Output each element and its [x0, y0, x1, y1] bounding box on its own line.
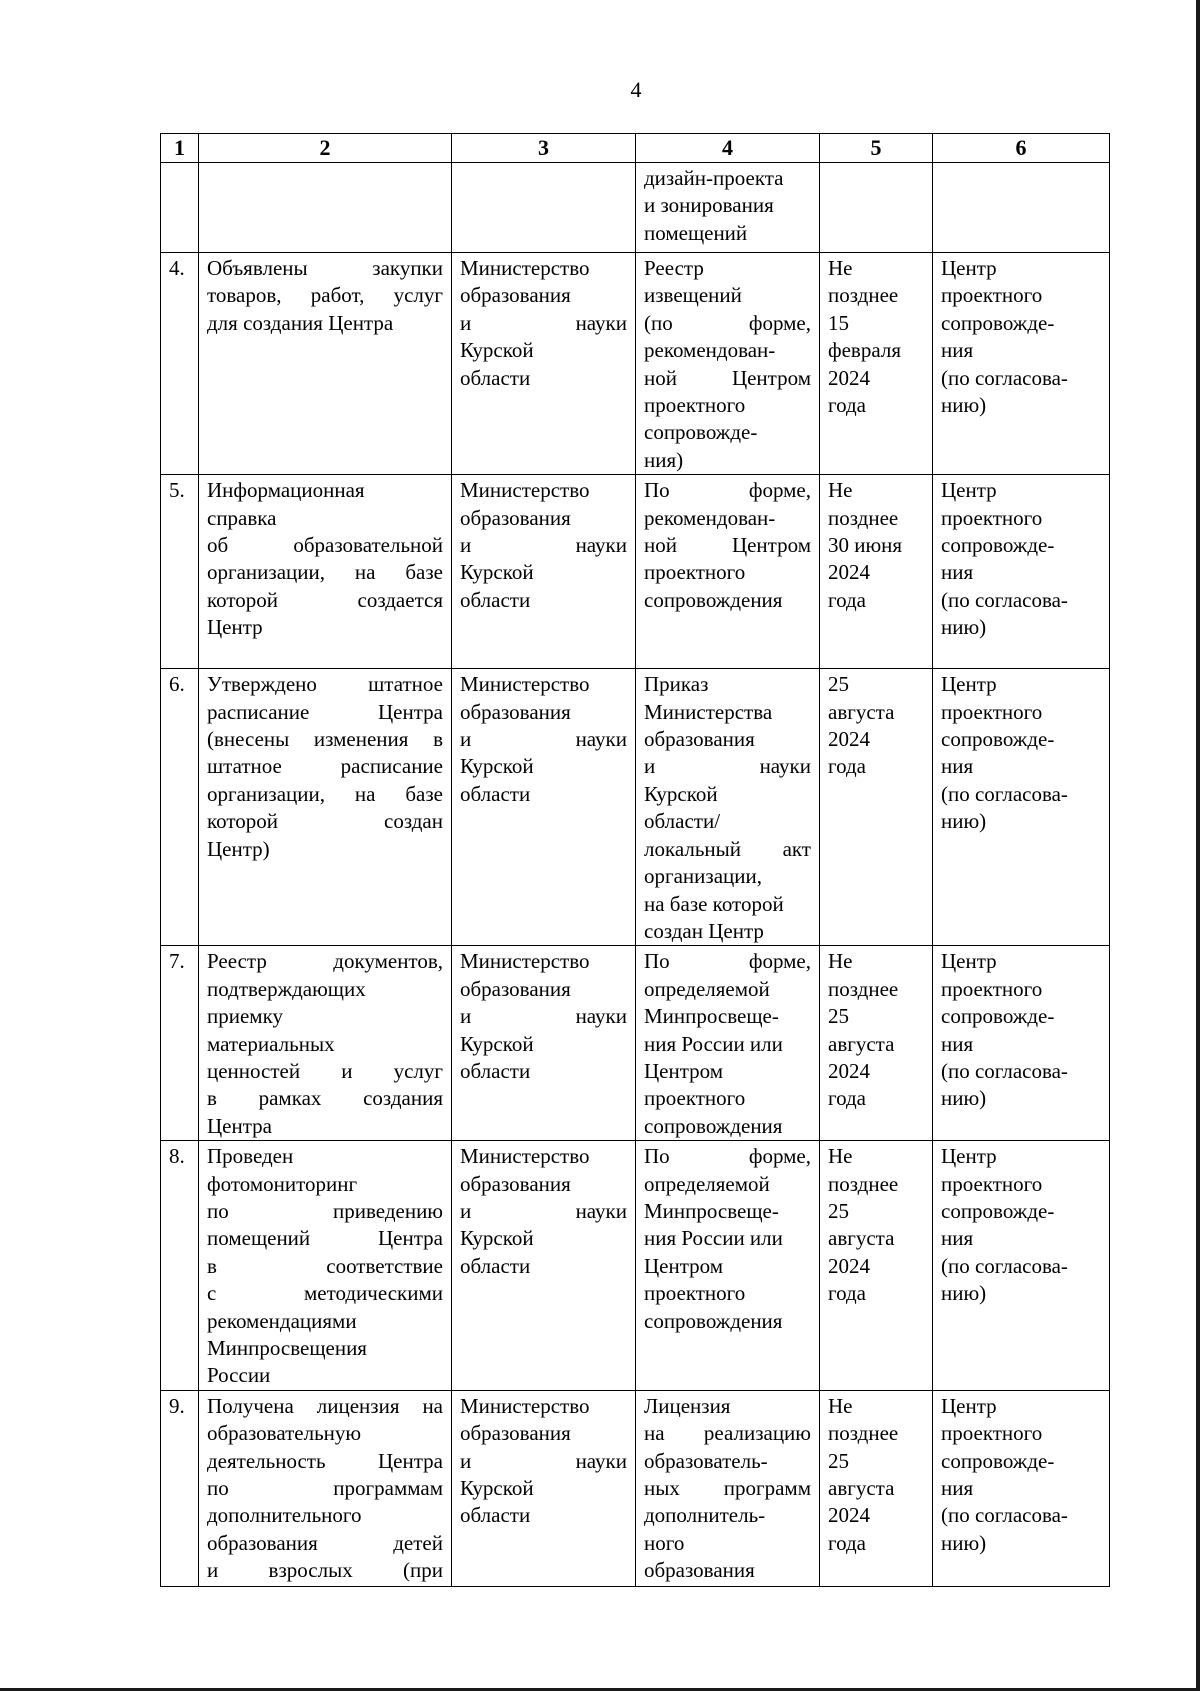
cell-text: дополнитель-	[644, 1503, 766, 1528]
cell-responsible	[452, 475, 636, 669]
cell-text: Курской	[460, 338, 534, 363]
cell-text: организации, на базе	[207, 560, 443, 585]
cell-text: Не	[828, 478, 853, 503]
cell-deadline	[820, 475, 933, 669]
cell-text: сопровождения	[644, 1113, 783, 1138]
cell-text: и взрослых (при	[207, 1558, 443, 1583]
cell-text: По форме,	[644, 478, 811, 503]
cell-text: Министерства	[644, 699, 773, 724]
cell-text: проектного	[644, 393, 746, 418]
cell-text: 2024	[828, 727, 870, 752]
cell-text: приемку	[207, 1004, 283, 1029]
cell-text: проектного	[941, 1171, 1043, 1196]
cell-text: извещений	[644, 283, 742, 308]
cell-text: 2024	[828, 1253, 870, 1278]
schedule-table	[160, 133, 1110, 1587]
cell-text: Центр	[941, 1393, 997, 1418]
cell-text: ния России или	[644, 1226, 783, 1251]
row-number: 7.	[169, 949, 185, 974]
cell-text: августа	[828, 1031, 895, 1056]
cell-text: ния	[941, 1476, 974, 1501]
row-number: 9.	[169, 1393, 185, 1418]
cell-text: области	[460, 1058, 531, 1083]
cell-text: Не	[828, 1393, 853, 1418]
cell-responsible	[452, 946, 636, 1141]
cell-text: позднее	[828, 976, 899, 1001]
cell-text: проектного	[941, 283, 1043, 308]
cell-text: ния	[941, 338, 974, 363]
cell-text: области	[460, 781, 531, 806]
cell-text: нию)	[941, 1530, 987, 1555]
cell-text: по программам	[207, 1476, 443, 1501]
cell-text: августа	[828, 1226, 895, 1251]
cell-text: организации,	[644, 864, 762, 889]
cell-text: и науки	[460, 1198, 627, 1223]
cell-text: области	[460, 1503, 531, 1528]
cell-text: Центр)	[207, 836, 270, 861]
cell-text: года	[828, 754, 866, 779]
header-cell: 3	[452, 134, 636, 163]
cell-partner	[933, 253, 1110, 475]
cell-text: Реестр	[644, 256, 704, 280]
header-row	[161, 134, 1110, 163]
cell-text: об образовательной	[207, 533, 443, 558]
cell-text: фотомониторинг	[207, 1171, 358, 1196]
cell-text: на реализацию	[644, 1421, 811, 1446]
cell-text: определяемой	[644, 976, 770, 1001]
cell-text: ной Центром	[644, 533, 811, 558]
cell-text: образования	[460, 505, 571, 530]
cell-text: позднее	[828, 1171, 899, 1196]
cell-text: Министерство	[460, 1144, 590, 1169]
cell-text: проектного	[941, 1421, 1043, 1446]
cell-text: Минпросвеще-	[644, 1004, 779, 1029]
cell-text: 25	[828, 1448, 849, 1473]
cell-text: Приказ	[644, 672, 709, 697]
cell-document	[636, 669, 820, 946]
cell-text: области/	[644, 809, 721, 834]
cell-partner	[933, 669, 1110, 946]
cell-text: России	[207, 1363, 271, 1388]
cell-text: с методическими	[207, 1281, 443, 1306]
cell-text: помещений Центра	[207, 1226, 443, 1251]
cell-document	[636, 253, 820, 475]
cell-text: По форме,	[644, 949, 811, 974]
cell-text: и науки	[460, 727, 627, 752]
cell-event	[199, 946, 452, 1141]
cell-text: в рамках создания	[207, 1086, 443, 1111]
page-number: 4	[630, 77, 642, 102]
cell-text: сопровожде-	[941, 727, 1055, 752]
header-cell: 6	[933, 134, 1110, 163]
cell-event	[199, 669, 452, 946]
cell-text: Центра	[207, 1113, 272, 1138]
cell-text: области	[460, 587, 531, 612]
cell-text: образования	[644, 727, 755, 752]
cell-document	[636, 1141, 820, 1391]
cell-text: образования	[460, 976, 571, 1001]
cell-text: ного	[644, 1530, 685, 1555]
cell-text: Получена лицензия на	[207, 1393, 443, 1418]
cell-num	[161, 669, 199, 946]
header-cell: 5	[820, 134, 933, 163]
cell-text: и науки	[644, 754, 811, 779]
cell-text: Центр	[941, 256, 997, 280]
cell-text: подтверждающих	[207, 976, 366, 1001]
table-row	[161, 946, 1110, 1141]
cell-text: и науки	[460, 1448, 627, 1473]
cell-text: 25	[828, 672, 849, 697]
cell-text: образования детей	[207, 1530, 443, 1555]
cell-text: которой создан	[207, 809, 443, 834]
cell-num	[161, 253, 199, 475]
cell-text: Центром	[644, 1253, 724, 1278]
cell-text: образования	[460, 283, 571, 308]
cell-text: По форме,	[644, 1144, 811, 1169]
cell-text: 2024	[828, 365, 870, 390]
cell-text: Курской	[460, 1031, 534, 1056]
cell-text: и науки	[460, 1004, 627, 1029]
cell-event	[199, 1141, 452, 1391]
cell-responsible	[452, 1141, 636, 1391]
scan-edge-right	[1196, 0, 1200, 1691]
cell-text: года	[828, 1530, 866, 1555]
table-row	[161, 253, 1110, 475]
cell-text: августа	[828, 1476, 895, 1501]
cell-text: Министерство	[460, 256, 590, 280]
cell-text: локальный акт	[644, 836, 811, 861]
cell-text: проектного	[644, 560, 746, 585]
cell-text: рекомендован-	[644, 338, 776, 363]
cell-text: (по согласова-	[941, 587, 1068, 612]
cell-text: которой создается	[207, 587, 443, 612]
cell-text: Лицензия	[644, 1393, 731, 1418]
row-number: 6.	[169, 672, 185, 697]
cell-text: года	[828, 1086, 866, 1111]
cell-event	[199, 475, 452, 669]
cell-text: Не	[828, 256, 853, 280]
cell-document	[636, 475, 820, 669]
cell-text: и науки	[460, 533, 627, 558]
cell-text: на базе которой	[644, 891, 784, 916]
cell-text: Министерство	[460, 1393, 590, 1418]
cell-document	[636, 163, 820, 253]
cell-text: ния России или	[644, 1031, 783, 1056]
cell-text: позднее	[828, 1421, 899, 1446]
header-cell: 2	[199, 134, 452, 163]
cell-text: образователь-	[644, 1448, 768, 1473]
table-row	[161, 1141, 1110, 1391]
cell-text: Центр	[941, 478, 997, 503]
cell-text: Центр	[941, 1144, 997, 1169]
cell-text: Минпросвеще-	[644, 1198, 779, 1223]
cell-deadline	[820, 946, 933, 1141]
cell-text: деятельность Центра	[207, 1448, 443, 1473]
cell-text: 2024	[828, 560, 870, 585]
cell-text: проектного	[941, 976, 1043, 1001]
cell-num	[161, 475, 199, 669]
cell-text: (по согласова-	[941, 781, 1068, 806]
cell-text: справка	[207, 505, 277, 530]
cell-text: ния	[941, 560, 974, 585]
cell-text: сопровожде-	[941, 1198, 1055, 1223]
cell-text: августа	[828, 699, 895, 724]
cell-text: помещений	[644, 220, 748, 245]
cell-text: и науки	[460, 310, 627, 335]
cell-text: нию)	[941, 809, 987, 834]
cell-text: Курской	[460, 560, 534, 585]
cell-text: дополнительного	[207, 1503, 362, 1528]
cell-text: области	[460, 365, 531, 390]
cell-text: Министерство	[460, 949, 590, 974]
cell-text: для создания Центра	[207, 310, 394, 335]
cell-partner	[933, 1390, 1110, 1586]
cell-text: и зонирования	[644, 193, 774, 218]
cell-text: Министерство	[460, 672, 590, 697]
cell-text: 2024	[828, 1058, 870, 1083]
cell-text: Объявлены закупки	[207, 256, 443, 280]
cell-num	[161, 946, 199, 1141]
cell-text: материальных	[207, 1031, 335, 1056]
cell-text: расписание Центра	[207, 699, 443, 724]
cell-text: (по согласова-	[941, 1503, 1068, 1528]
cell-text: (внесены изменения в	[207, 727, 443, 752]
cell-text: позднее	[828, 505, 899, 530]
row-number: 4.	[169, 256, 185, 280]
cell-text: года	[828, 587, 866, 612]
cell-text: сопровожде-	[941, 1004, 1055, 1029]
cell-text: в соответствие	[207, 1253, 443, 1278]
row-number: 5.	[169, 478, 185, 503]
cell-text: ной Центром	[644, 365, 811, 390]
cell-text: 30 июня	[828, 533, 903, 558]
cell-text: ных программ	[644, 1476, 811, 1501]
cell-responsible	[452, 163, 636, 253]
cell-text: года	[828, 393, 866, 418]
cell-text: Курской	[460, 754, 534, 779]
cell-text: рекомендациями	[207, 1308, 357, 1333]
cell-text: нию)	[941, 1281, 987, 1306]
cell-responsible	[452, 1390, 636, 1586]
cell-text: ценностей и услуг	[207, 1058, 443, 1083]
cell-responsible	[452, 253, 636, 475]
cell-num	[161, 1141, 199, 1391]
continuation-row	[161, 163, 1110, 253]
table-row	[161, 475, 1110, 669]
cell-text: Не	[828, 1144, 853, 1169]
cell-partner	[933, 1141, 1110, 1391]
cell-text: Центром	[644, 1058, 724, 1083]
cell-text: нию)	[941, 393, 987, 418]
cell-document	[636, 946, 820, 1141]
cell-text: нию)	[941, 1086, 987, 1111]
cell-text: (по согласова-	[941, 1253, 1068, 1278]
cell-text: года	[828, 1281, 866, 1306]
cell-text: ния	[941, 754, 974, 779]
cell-text: Реестр документов,	[207, 949, 443, 974]
table-row	[161, 1390, 1110, 1586]
cell-text: дизайн-проекта	[644, 166, 784, 190]
cell-partner	[933, 163, 1110, 253]
cell-text: создан Центр	[644, 918, 764, 943]
cell-event	[199, 163, 452, 253]
cell-text: Курской	[644, 781, 718, 806]
cell-text: определяемой	[644, 1171, 770, 1196]
cell-text: (по согласова-	[941, 1058, 1068, 1083]
cell-text: Не	[828, 949, 853, 974]
cell-text: Министерство	[460, 478, 590, 503]
cell-text: ния)	[644, 447, 684, 472]
cell-deadline	[820, 1390, 933, 1586]
cell-num	[161, 163, 199, 253]
cell-text: рекомендован-	[644, 505, 776, 530]
cell-text: проектного	[644, 1281, 746, 1306]
cell-text: Центр	[941, 949, 997, 974]
cell-responsible	[452, 669, 636, 946]
cell-text: образования	[460, 1171, 571, 1196]
cell-text: Информационная	[207, 478, 365, 503]
cell-event	[199, 1390, 452, 1586]
cell-text: проектного	[644, 1086, 746, 1111]
cell-text: 25	[828, 1198, 849, 1223]
cell-text: Центр	[941, 672, 997, 697]
cell-text: сопровожде-	[941, 533, 1055, 558]
cell-text: 2024	[828, 1503, 870, 1528]
header-cell: 1	[161, 134, 199, 163]
cell-text: Курской	[460, 1476, 534, 1501]
cell-text: ния	[941, 1226, 974, 1251]
cell-num	[161, 1390, 199, 1586]
cell-text: по приведению	[207, 1198, 443, 1223]
cell-text: Проведен	[207, 1144, 294, 1169]
cell-text: области	[460, 1253, 531, 1278]
cell-text: сопровожде-	[941, 1448, 1055, 1473]
header-cell: 4	[636, 134, 820, 163]
cell-text: сопровождения	[644, 1308, 783, 1333]
cell-deadline	[820, 669, 933, 946]
cell-text: (по согласова-	[941, 365, 1068, 390]
cell-text: образования	[460, 699, 571, 724]
cell-partner	[933, 946, 1110, 1141]
cell-text: проектного	[941, 699, 1043, 724]
cell-text: нию)	[941, 615, 987, 640]
cell-text: товаров, работ, услуг	[207, 283, 443, 308]
cell-text: сопровожде-	[941, 310, 1055, 335]
cell-text: 25	[828, 1004, 849, 1029]
cell-text: Центр	[207, 615, 263, 640]
cell-text: штатное расписание	[207, 754, 443, 779]
cell-text: (по форме,	[644, 310, 811, 335]
cell-event	[199, 253, 452, 475]
cell-text: 15	[828, 310, 849, 335]
cell-deadline	[820, 1141, 933, 1391]
cell-text: образовательную	[207, 1421, 362, 1446]
cell-document	[636, 1390, 820, 1586]
cell-text: образования	[644, 1558, 755, 1583]
cell-text: ния	[941, 1031, 974, 1056]
cell-text: сопровожде-	[644, 420, 758, 445]
cell-text: Минпросвещения	[207, 1336, 367, 1360]
cell-deadline	[820, 163, 933, 253]
cell-partner	[933, 475, 1110, 669]
cell-text: образования	[460, 1421, 571, 1446]
cell-text: февраля	[828, 338, 901, 363]
cell-text: позднее	[828, 283, 899, 308]
cell-text: организации, на базе	[207, 781, 443, 806]
cell-text: проектного	[941, 505, 1043, 530]
cell-text: сопровождения	[644, 587, 783, 612]
cell-text: Утверждено штатное	[207, 672, 443, 697]
cell-text: Курской	[460, 1226, 534, 1251]
cell-deadline	[820, 253, 933, 475]
table-row	[161, 669, 1110, 946]
row-number: 8.	[169, 1144, 185, 1169]
